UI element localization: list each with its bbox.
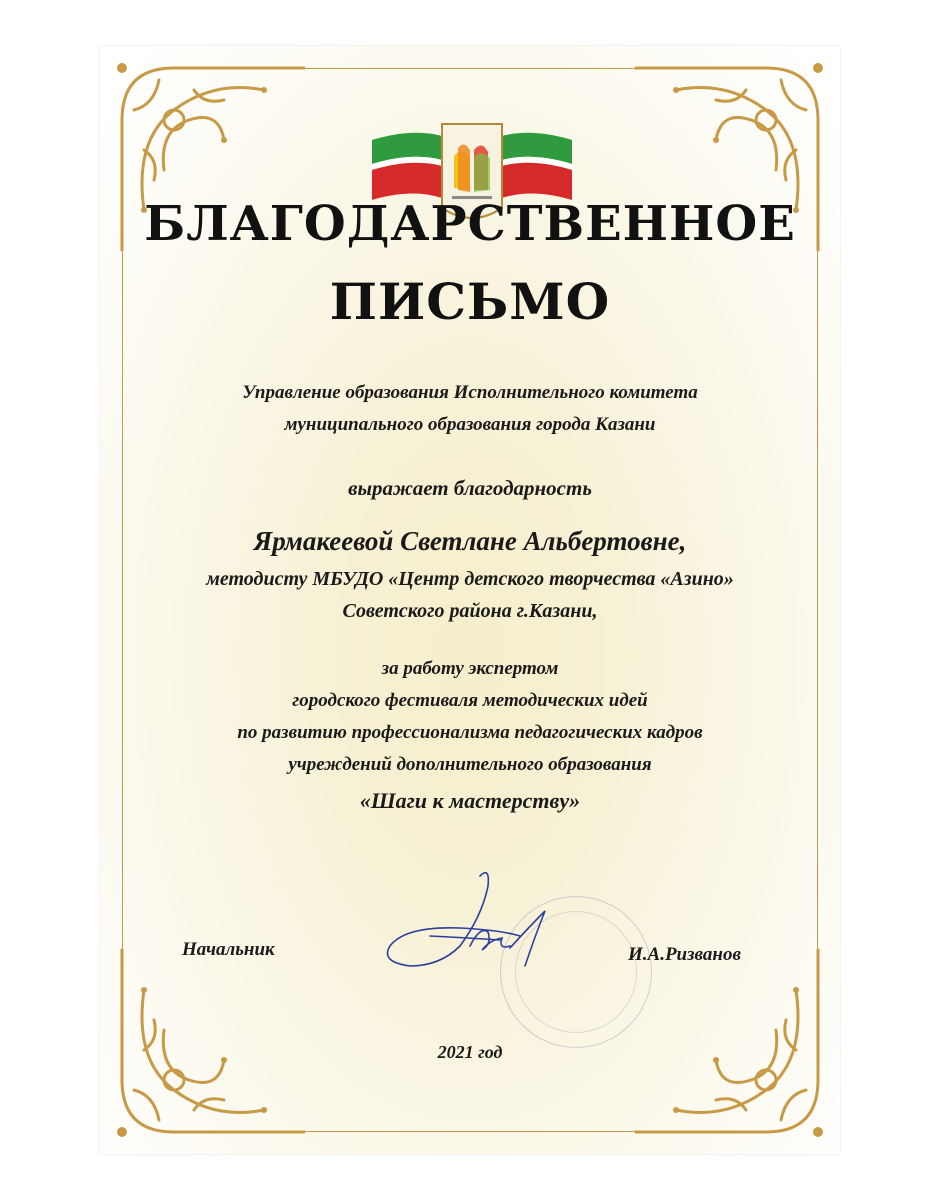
position-line-2: Советского района г.Казани,	[342, 600, 598, 622]
reason-line-2: городского фестиваля методических идей	[292, 690, 648, 711]
reason-line-5: «Шаги к мастерству»	[359, 788, 581, 813]
title-line-2: ПИСЬМО	[329, 272, 611, 331]
frame-border-top	[300, 68, 640, 69]
issuer-line-2: муниципального образования города Казани	[284, 414, 656, 435]
position-line-1: методисту МБУДО «Центр детского творчества «Азино»	[206, 568, 734, 590]
certificate-sheet	[100, 46, 840, 1154]
signer-title: Начальник	[182, 939, 275, 960]
recipient-name: Ярмакеевой Светлане Альбертовне,	[253, 526, 687, 556]
handwritten-signature	[370, 866, 570, 986]
reason-line-1: за работу экспертом	[381, 658, 559, 679]
frame-border-bottom	[300, 1131, 640, 1132]
expresses-text: выражает благодарность	[348, 476, 592, 500]
reason-line-4: учреждений дополнительного образования	[288, 754, 652, 775]
issuer-line-1: Управление образования Исполнительного комитета	[242, 382, 698, 403]
year-text: 2021 год	[437, 1042, 503, 1062]
signer-name: И.А.Ризванов	[628, 944, 741, 965]
title-line-1: БЛАГОДАРСТВЕННОЕ	[144, 196, 796, 252]
reason-line-3: по развитию профессионализма педагогических кадров	[237, 722, 703, 743]
